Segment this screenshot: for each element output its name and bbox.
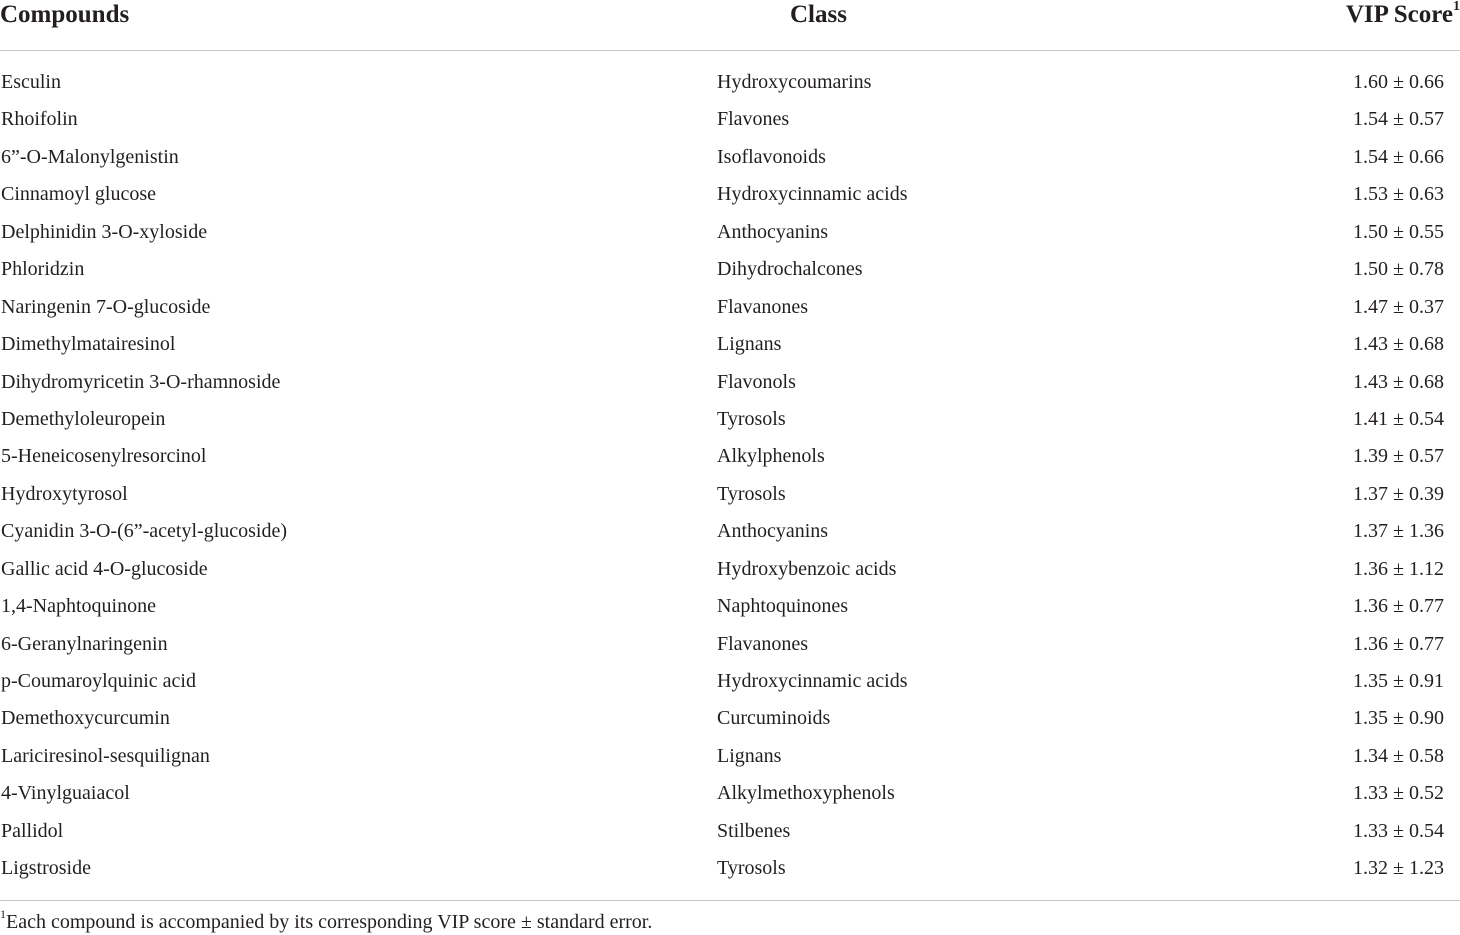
table-row [0, 326, 1460, 363]
table-row [0, 139, 1460, 176]
cell-compound: Hydroxytyrosol [1, 482, 128, 505]
table-row [0, 476, 1460, 513]
table-row [0, 438, 1460, 475]
cell-compound: Ligstroside [1, 857, 91, 880]
cell-vip-score: 1.32 ± 1.23 [1353, 857, 1444, 880]
cell-compound: Delphinidin 3-O-xyloside [1, 220, 208, 243]
cell-vip-score: 1.36 ± 0.77 [1353, 632, 1444, 655]
footnote-text: Each compound is accompanied by its corresponding VIP score ± standard error. [6, 911, 653, 933]
cell-class: Tyrosols [717, 482, 786, 505]
table-row [0, 513, 1460, 550]
cell-class: Alkylmethoxyphenols [717, 782, 895, 805]
table-row [0, 663, 1460, 700]
cell-compound: Pallidol [1, 819, 64, 842]
cell-class: Hydroxybenzoic acids [717, 557, 897, 580]
table-body [0, 51, 1460, 888]
cell-compound: Cinnamoyl glucose [1, 183, 156, 206]
cell-compound: Esculin [1, 71, 61, 93]
cell-compound: 6-Geranylnaringenin [1, 632, 168, 655]
cell-vip-score: 1.60 ± 0.66 [1353, 71, 1444, 93]
table-row [0, 551, 1460, 588]
cell-compound: p-Coumaroylquinic acid [1, 670, 196, 692]
table-row [0, 101, 1460, 138]
cell-vip-score: 1.41 ± 0.54 [1353, 407, 1444, 430]
cell-compound: 5-Heneicosenylresorcinol [1, 445, 207, 468]
cell-vip-score: 1.37 ± 0.39 [1353, 482, 1444, 505]
cell-class: Hydroxycoumarins [717, 71, 872, 93]
cell-class: Flavanones [717, 632, 809, 655]
table-footnote [0, 907, 653, 934]
cell-vip-score: 1.53 ± 0.63 [1353, 183, 1444, 206]
cell-vip-score: 1.43 ± 0.68 [1353, 333, 1444, 356]
table-row [0, 850, 1460, 887]
cell-vip-score: 1.54 ± 0.57 [1353, 108, 1444, 131]
cell-compound: Dihydromyricetin 3-O-rhamnoside [1, 370, 281, 393]
cell-vip-score: 1.50 ± 0.78 [1353, 258, 1444, 281]
cell-class: Flavones [717, 108, 790, 131]
cell-vip-score: 1.34 ± 0.58 [1353, 744, 1444, 767]
cell-class: Hydroxycinnamic acids [717, 183, 908, 206]
cell-vip-score: 1.35 ± 0.90 [1353, 707, 1444, 730]
cell-vip-score: 1.36 ± 1.12 [1353, 557, 1444, 580]
cell-compound: Demethoxycurcumin [1, 707, 170, 730]
cell-class: Naphtoquinones [717, 595, 849, 618]
cell-compound: Lariciresinol-sesquilignan [1, 744, 210, 767]
cell-compound: 6”-O-Malonylgenistin [1, 145, 179, 168]
table-header-row [0, 0, 1460, 51]
table-row [0, 289, 1460, 326]
cell-class: Stilbenes [717, 819, 791, 842]
cell-class: Isoflavonoids [717, 145, 826, 168]
footnote-marker: 1 [0, 907, 6, 922]
header-vip-score [1346, 0, 1460, 30]
table-bottom-rule [0, 900, 1460, 901]
cell-vip-score: 1.47 ± 0.37 [1353, 295, 1444, 318]
table-row [0, 176, 1460, 213]
table-row [0, 626, 1460, 663]
header-vip-footnote-marker: 1 [1453, 0, 1460, 14]
table-row [0, 738, 1460, 775]
cell-class: Anthocyanins [717, 520, 829, 543]
cell-compound: Dimethylmatairesinol [1, 333, 176, 356]
cell-vip-score: 1.43 ± 0.68 [1353, 370, 1444, 393]
cell-compound: Naringenin 7-O-glucoside [1, 295, 211, 318]
cell-vip-score: 1.54 ± 0.66 [1353, 145, 1444, 168]
table-row [0, 401, 1460, 438]
cell-vip-score: 1.36 ± 0.77 [1353, 595, 1444, 618]
table-row [0, 364, 1460, 401]
cell-class: Tyrosols [717, 857, 786, 880]
cell-vip-score: 1.50 ± 0.55 [1353, 220, 1444, 243]
cell-vip-score: 1.35 ± 0.91 [1353, 670, 1444, 692]
header-class: Class [790, 1, 847, 28]
header-vip-score-label: VIP Score [1345, 1, 1453, 28]
cell-compound: Phloridzin [1, 258, 85, 281]
cell-class: Dihydrochalcones [717, 258, 863, 281]
table-row [0, 775, 1460, 812]
header-compounds: Compounds [0, 1, 130, 28]
cell-compound: 4-Vinylguaiacol [1, 782, 130, 805]
table-row [0, 64, 1460, 101]
cell-compound: Cyanidin 3-O-(6”-acetyl-glucoside) [1, 520, 288, 543]
cell-compound: Gallic acid 4-O-glucoside [1, 557, 208, 580]
cell-class: Anthocyanins [717, 220, 829, 243]
table-row [0, 588, 1460, 625]
cell-class: Curcuminoids [717, 707, 831, 730]
table-row [0, 700, 1460, 737]
cell-vip-score: 1.39 ± 0.57 [1353, 445, 1444, 468]
cell-class: Hydroxycinnamic acids [717, 670, 908, 692]
cell-vip-score: 1.33 ± 0.52 [1353, 782, 1444, 805]
cell-compound: Rhoifolin [1, 108, 78, 131]
cell-class: Alkylphenols [717, 445, 825, 468]
table-row [0, 251, 1460, 288]
cell-class: Lignans [717, 333, 782, 356]
cell-vip-score: 1.33 ± 0.54 [1353, 819, 1444, 842]
cell-class: Flavonols [717, 370, 796, 393]
cell-vip-score: 1.37 ± 1.36 [1353, 520, 1444, 543]
table-row [0, 813, 1460, 850]
cell-class: Flavanones [717, 295, 809, 318]
cell-class: Lignans [717, 744, 782, 767]
cell-compound: Demethyloleuropein [1, 407, 166, 430]
cell-class: Tyrosols [717, 407, 786, 430]
cell-compound: 1,4-Naphtoquinone [1, 595, 156, 618]
table-row [0, 214, 1460, 251]
